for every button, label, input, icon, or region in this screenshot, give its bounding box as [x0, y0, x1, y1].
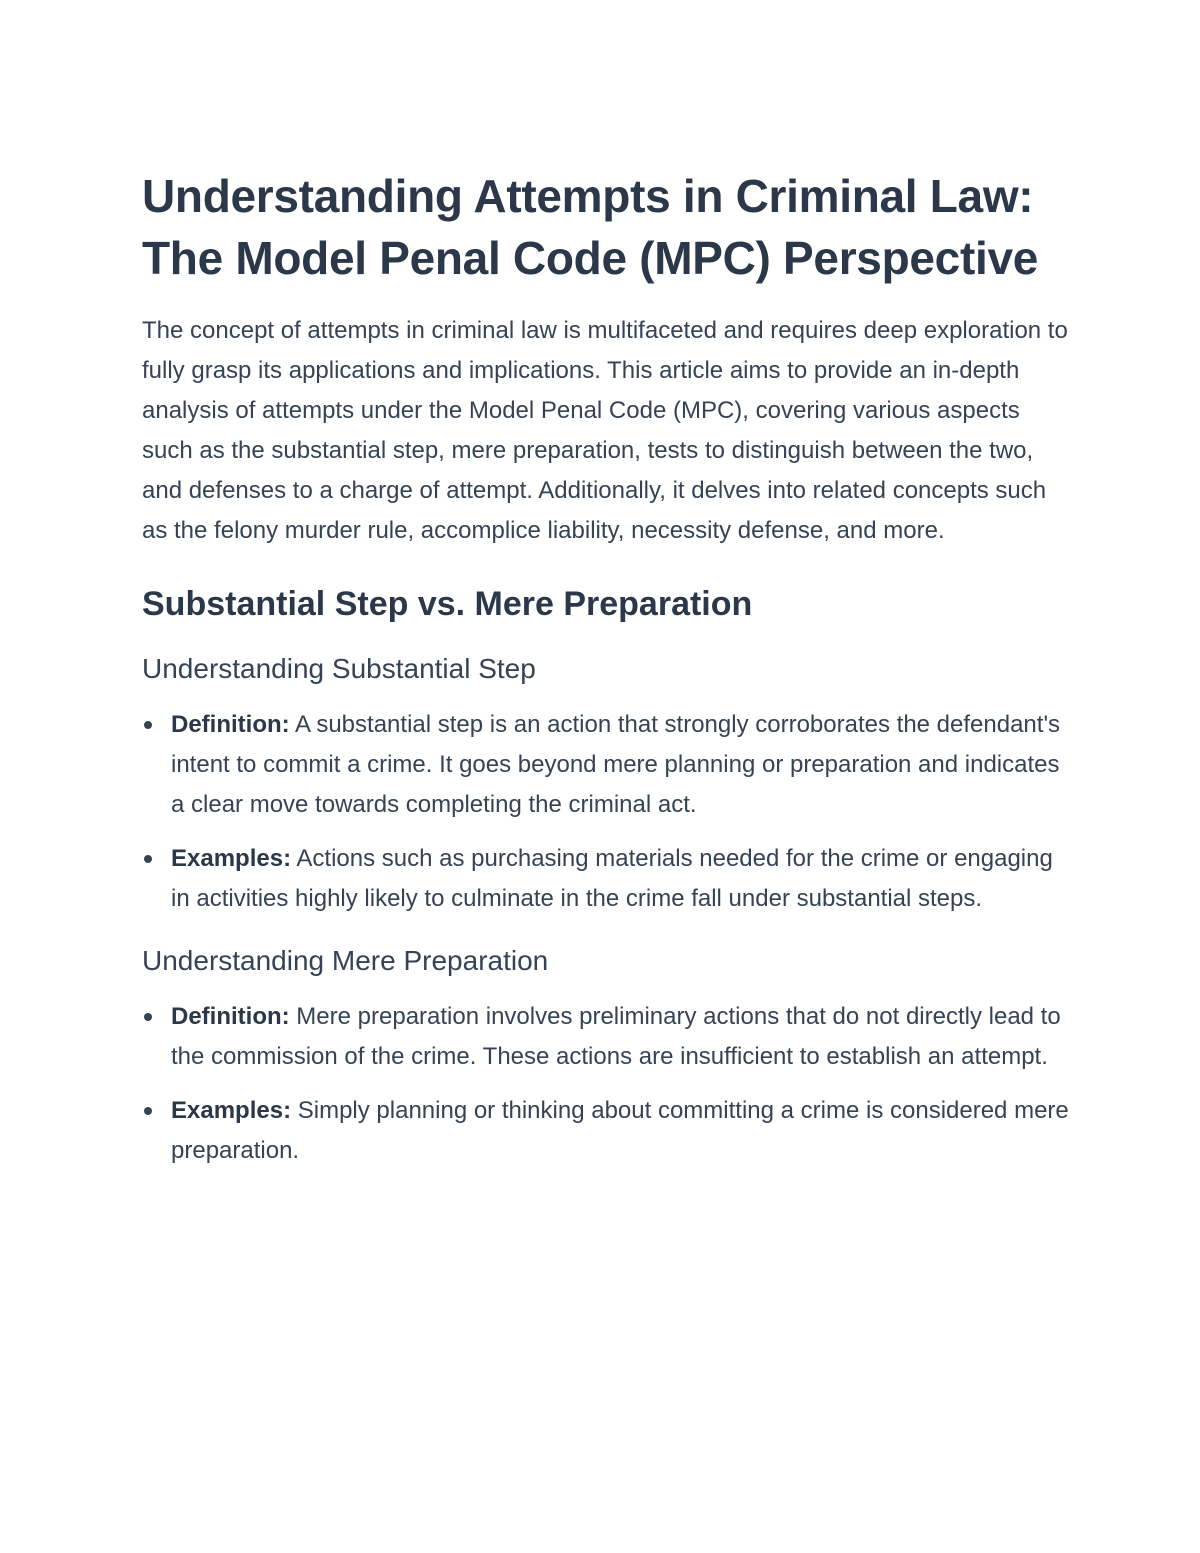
bullet-icon	[144, 855, 152, 863]
document-page	[142, 165, 1072, 1185]
substantial-step-list	[142, 705, 1072, 919]
intro-paragraph: The concept of attempts in criminal law is multifaceted and requires deep exploration to fully grasp its applications and implications. This article aims to provide an in-depth analysis of attempts under the Model Penal Code (MPC), covering various aspects such as the substantial step, mere preparation, tests to distinguish between the two, and defenses to a charge of attempt. Additionally, it delves into related concepts such as the felony murder rule, accomplice liability, necessity defense, and more.	[142, 317, 1068, 544]
list-item	[142, 997, 1072, 1077]
list-item-text: A substantial step is an action that strongly corroborates the defendant's intent to commit a crime. It goes beyond mere planning or preparation and indicates a clear move towards completing the criminal act.	[171, 711, 1061, 818]
list-item	[142, 1091, 1072, 1171]
bullet-icon	[144, 1107, 152, 1115]
list-item	[142, 839, 1072, 919]
list-item-text: Mere preparation involves preliminary actions that do not directly lead to the commission of the crime. These actions are insufficient to establish an attempt.	[171, 1003, 1061, 1070]
subsection-heading-mere-preparation: Understanding Mere Preparation	[142, 945, 549, 976]
list-item	[142, 705, 1072, 825]
list-item-term: Examples:	[171, 1097, 292, 1124]
list-item-term: Definition:	[171, 1003, 290, 1030]
page-title: Understanding Attempts in Criminal Law: The Model Penal Code (MPC) Perspective	[142, 170, 1039, 284]
mere-preparation-list	[142, 997, 1072, 1171]
bullet-icon	[144, 721, 152, 729]
subsection-heading-substantial-step: Understanding Substantial Step	[142, 653, 536, 684]
bullet-icon	[144, 1013, 152, 1021]
list-item-text: Simply planning or thinking about committing a crime is considered mere preparation.	[171, 1097, 1069, 1164]
list-item-term: Examples:	[171, 845, 292, 872]
section-heading: Substantial Step vs. Mere Preparation	[142, 585, 753, 623]
list-item-text: Actions such as purchasing materials needed for the crime or engaging in activities highly likely to culminate in the crime fall under substantial steps.	[171, 845, 1053, 912]
list-item-term: Definition:	[171, 711, 290, 738]
